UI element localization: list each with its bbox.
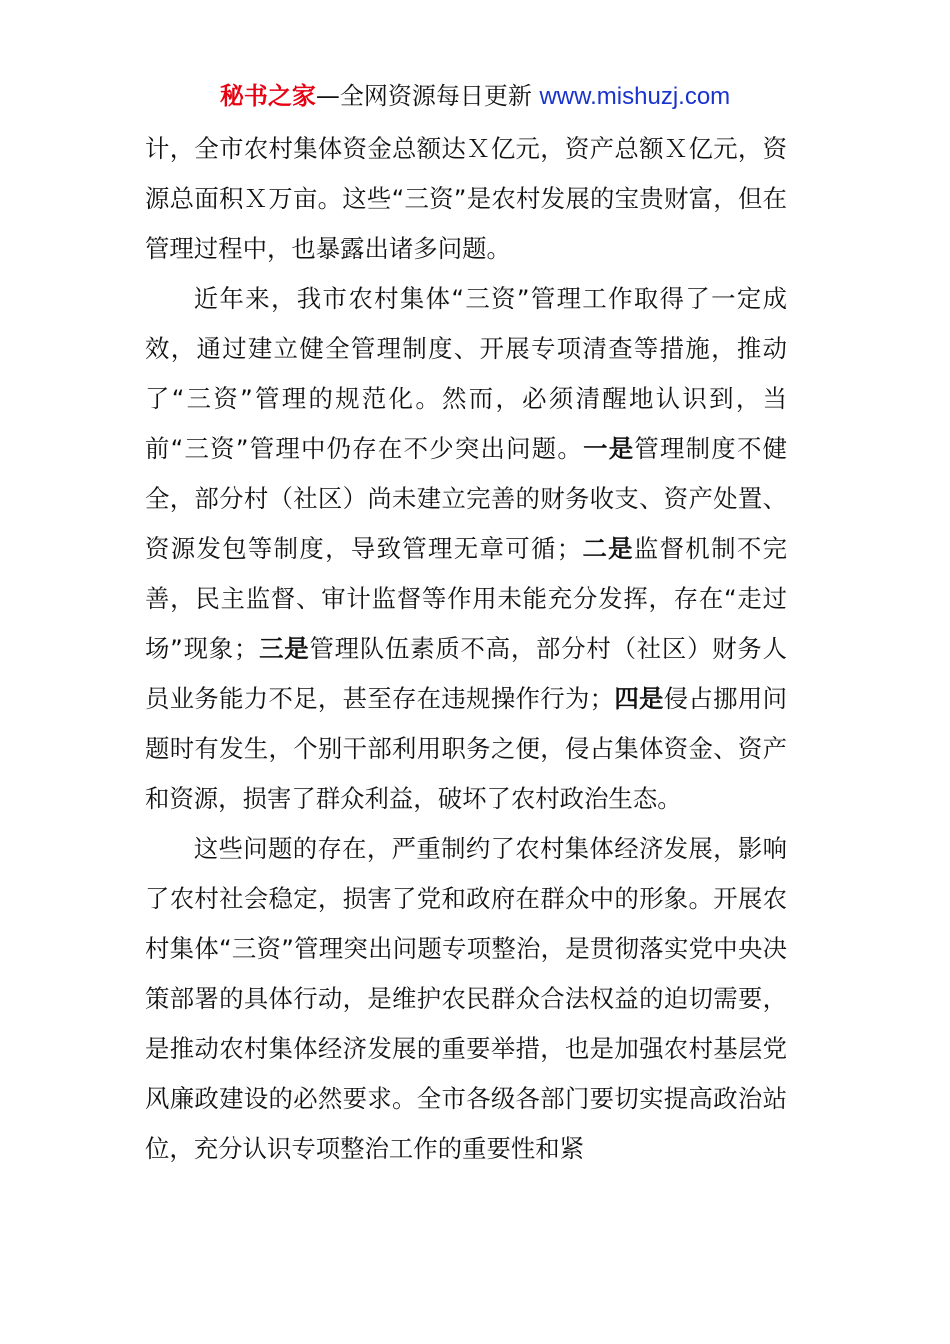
point-3-label: 三是 [258, 634, 310, 663]
point-1-text: 管理制度不健全，部分村（社区）尚未建立完善的财务收支、资产处置、资源发包等制度，导致管理无章可循； [145, 434, 787, 563]
document-body [145, 124, 787, 1174]
header-tagline: —全网资源每日更新 [315, 82, 532, 110]
problems-intro: 近年来，我市农村集体“三资”管理工作取得了一定成效，通过建立健全管理制度、开展专项清查等措施，推动了“三资”管理的规范化。然而，必须清醒地认识到，当前“三资”管理中仍存在不少突出问题。 [145, 284, 787, 463]
paragraph-problems [145, 274, 787, 824]
point-2-label: 二是 [581, 534, 634, 563]
point-2-text: 监督机制不完善，民主监督、审计监督等作用未能充分发挥，存在“走过场”现象； [145, 534, 787, 663]
point-4-label: 四是 [614, 684, 664, 713]
brand-name: 秘书之家 [219, 82, 316, 110]
page-header [0, 78, 950, 115]
point-3-text: 管理队伍素质不高，部分村（社区）财务人员业务能力不足，甚至存在违规操作行为； [145, 634, 787, 713]
paragraph-significance: 这些问题的存在，严重制约了农村集体经济发展，影响了农村社会稳定，损害了党和政府在群众中的形象。开展农村集体“三资”管理突出问题专项整治，是贯彻落实党中央决策部署的具体行动，是维护农民群众合法权益的迫切需要，是推动农村集体经济发展的重要举措，也是加强农村基层党风廉政建设的必然要求。全市各级各部门要切实提高政治站位，充分认识专项整治工作的重要性和紧 [145, 834, 787, 1163]
paragraph-continuation: 计，全市农村集体资金总额达Ｘ亿元，资产总额Ｘ亿元，资源总面积Ｘ万亩。这些“三资”是农村发展的宝贵财富，但在管理过程中，也暴露出诸多问题。 [145, 134, 787, 263]
site-url: www.mishuzj.com [539, 83, 731, 110]
point-1-label: 一是 [583, 434, 635, 463]
point-4-text: 侵占挪用问题时有发生，个别干部利用职务之便，侵占集体资金、资产和资源，损害了群众利益，破坏了农村政治生态。 [145, 684, 787, 813]
